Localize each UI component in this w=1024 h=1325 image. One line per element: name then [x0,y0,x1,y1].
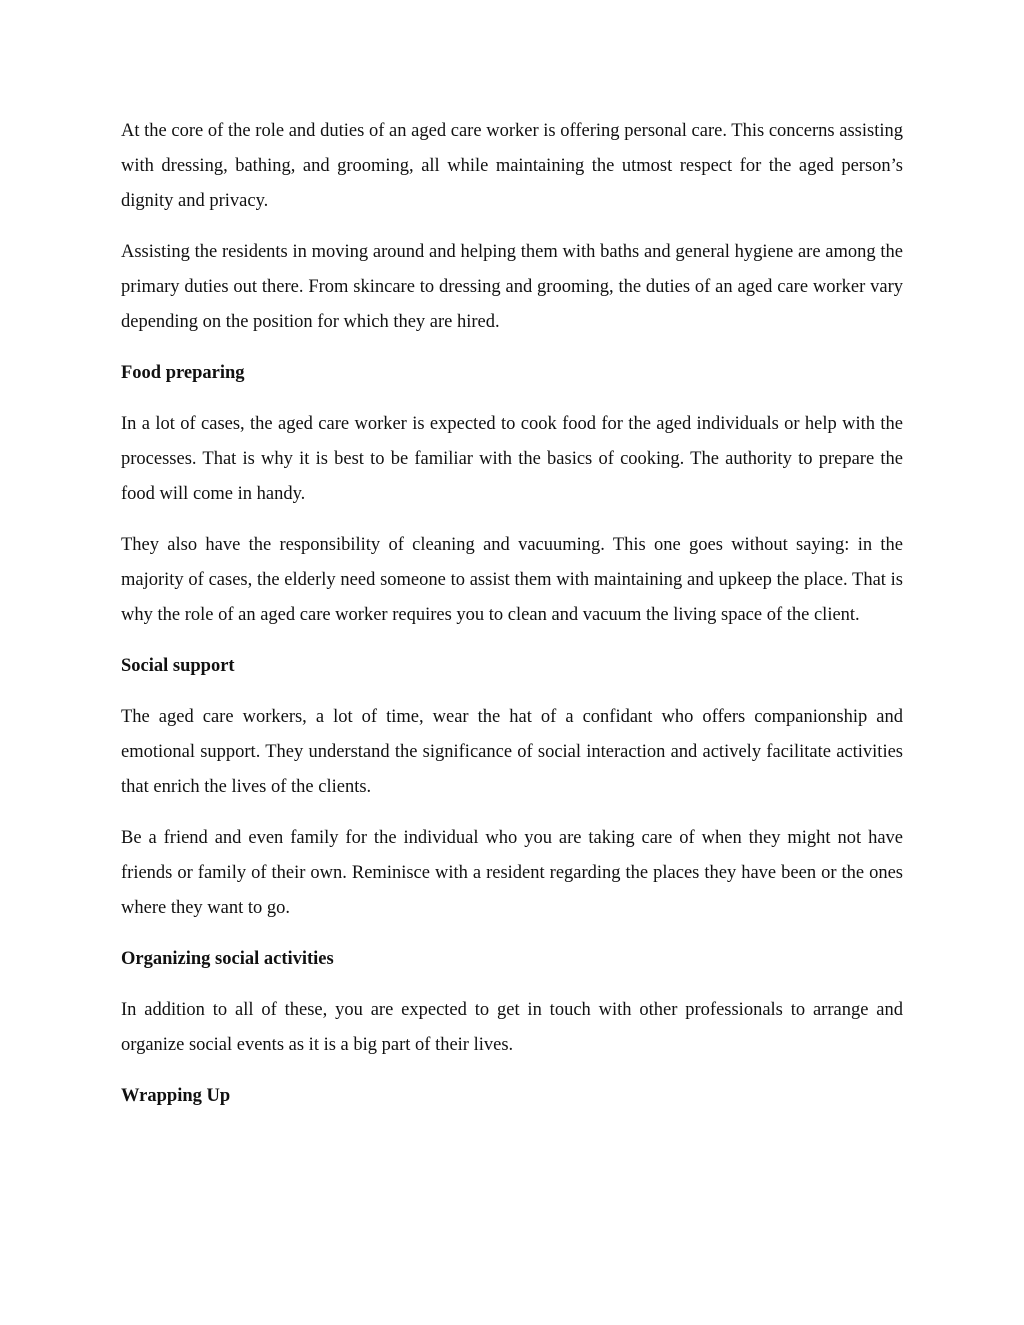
paragraph-primary-duties: Assisting the residents in moving around and helping them with baths and general hygiene are among the primary duties out there. From skincare to dressing and grooming, the duties of an aged care worker vary depending on the position for which they are hired. [121,242,903,332]
paragraph-personal-care: At the core of the role and duties of an aged care worker is offering personal care. This concerns assisting with dressing, bathing, and grooming, all while maintaining the utmost respect for the aged person’s dignity and privacy. [121,121,903,211]
paragraph-companionship: The aged care workers, a lot of time, wear the hat of a confidant who offers companionship and emotional support. They understand the significance of social interaction and actively facilitate activities that enrich the lives of the clients. [121,707,903,797]
heading-organizing-social-activities: Organizing social activities [121,949,334,969]
paragraph-cleaning: They also have the responsibility of cleaning and vacuuming. This one goes without saying: in the majority of cases, the elderly need someone to assist them with maintaining and upkeep the place. That is why the role of an aged care worker requires you to clean and vacuum the living space of the client. [121,535,903,625]
document-body [121,114,903,1130]
paragraph-social-events: In addition to all of these, you are expected to get in touch with other professionals to arrange and organize social events as it is a big part of their lives. [121,1000,903,1055]
paragraph-be-a-friend: Be a friend and even family for the individual who you are taking care of when they might not have friends or family of their own. Reminisce with a resident regarding the places they have been or the ones where they want to go. [121,828,903,918]
heading-food-preparing: Food preparing [121,363,245,383]
heading-social-support: Social support [121,656,235,676]
heading-wrapping-up: Wrapping Up [121,1086,231,1106]
paragraph-cooking: In a lot of cases, the aged care worker is expected to cook food for the aged individuals or help with the processes. That is why it is best to be familiar with the basics of cooking. The authority to prepare the food will come in handy. [121,414,903,504]
